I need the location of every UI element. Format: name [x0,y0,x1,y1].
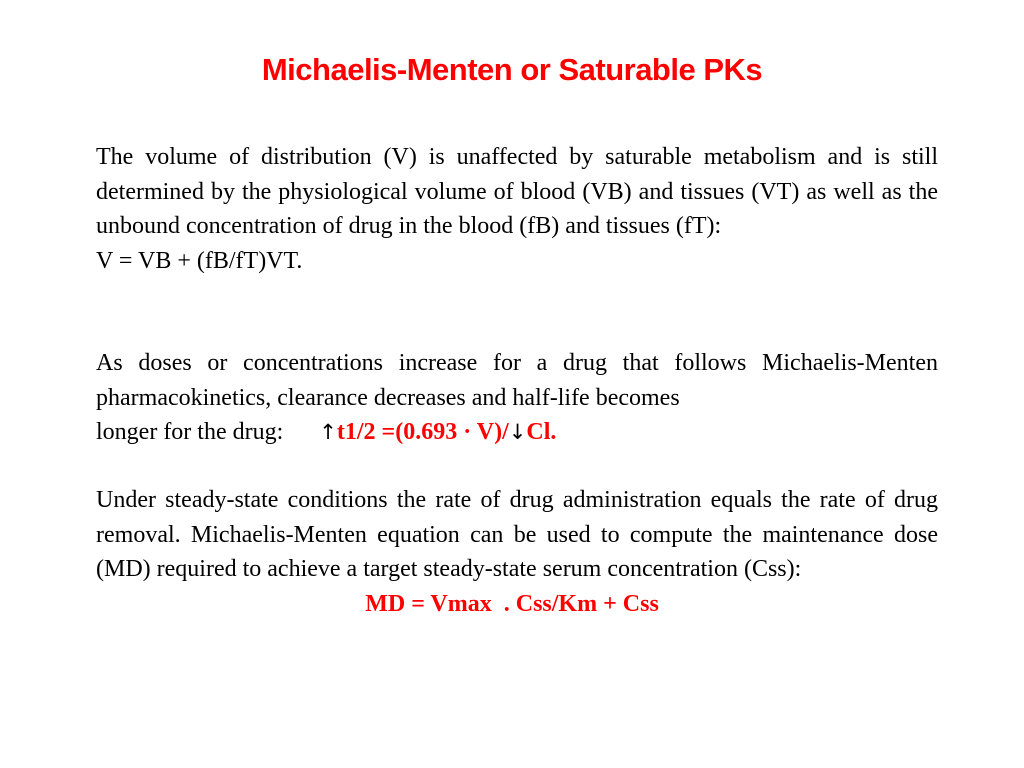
down-arrow-icon: ↓ [508,420,527,444]
maintenance-dose-equation: MD = Vmax . Css/Km + Css [365,590,659,617]
paragraph-text: The volume of distribution (V) is unaffected by saturable metabolism and is still determined by the physiological volume of blood (VB) and tissues (VT) as well as the unbound concentration of drug in the blood (fB) and tissues (fT): [96,144,938,239]
paragraph-text: As doses or concentrations increase for a drug that follows Michaelis-Menten pharmacokinetics, clearance decreases and half-life becomes [96,350,938,411]
slide-title: Michaelis-Menten or Saturable PKs [261,52,763,87]
clearance-term: Cl. [526,419,557,445]
paragraph-text: Under steady-state conditions the rate of drug administration equals the rate of drug removal. Michaelis-Menten equation can be used to compute the maintenance dose (MD) required to achieve a target steady-state serum concentration (Css): [96,487,938,582]
paragraph-text-end: longer for the drug: [96,419,284,445]
half-life-line [96,415,938,450]
half-life-formula: t1/2 =(0.693 · V)/ [336,419,509,445]
paragraph-maintenance-dose [96,483,938,621]
up-arrow-icon: ↑ [319,420,337,444]
paragraph-half-life [96,346,938,450]
volume-equation: V = VB + (fB/fT)VT. [96,247,303,274]
paragraph-volume-of-distribution [96,140,938,278]
